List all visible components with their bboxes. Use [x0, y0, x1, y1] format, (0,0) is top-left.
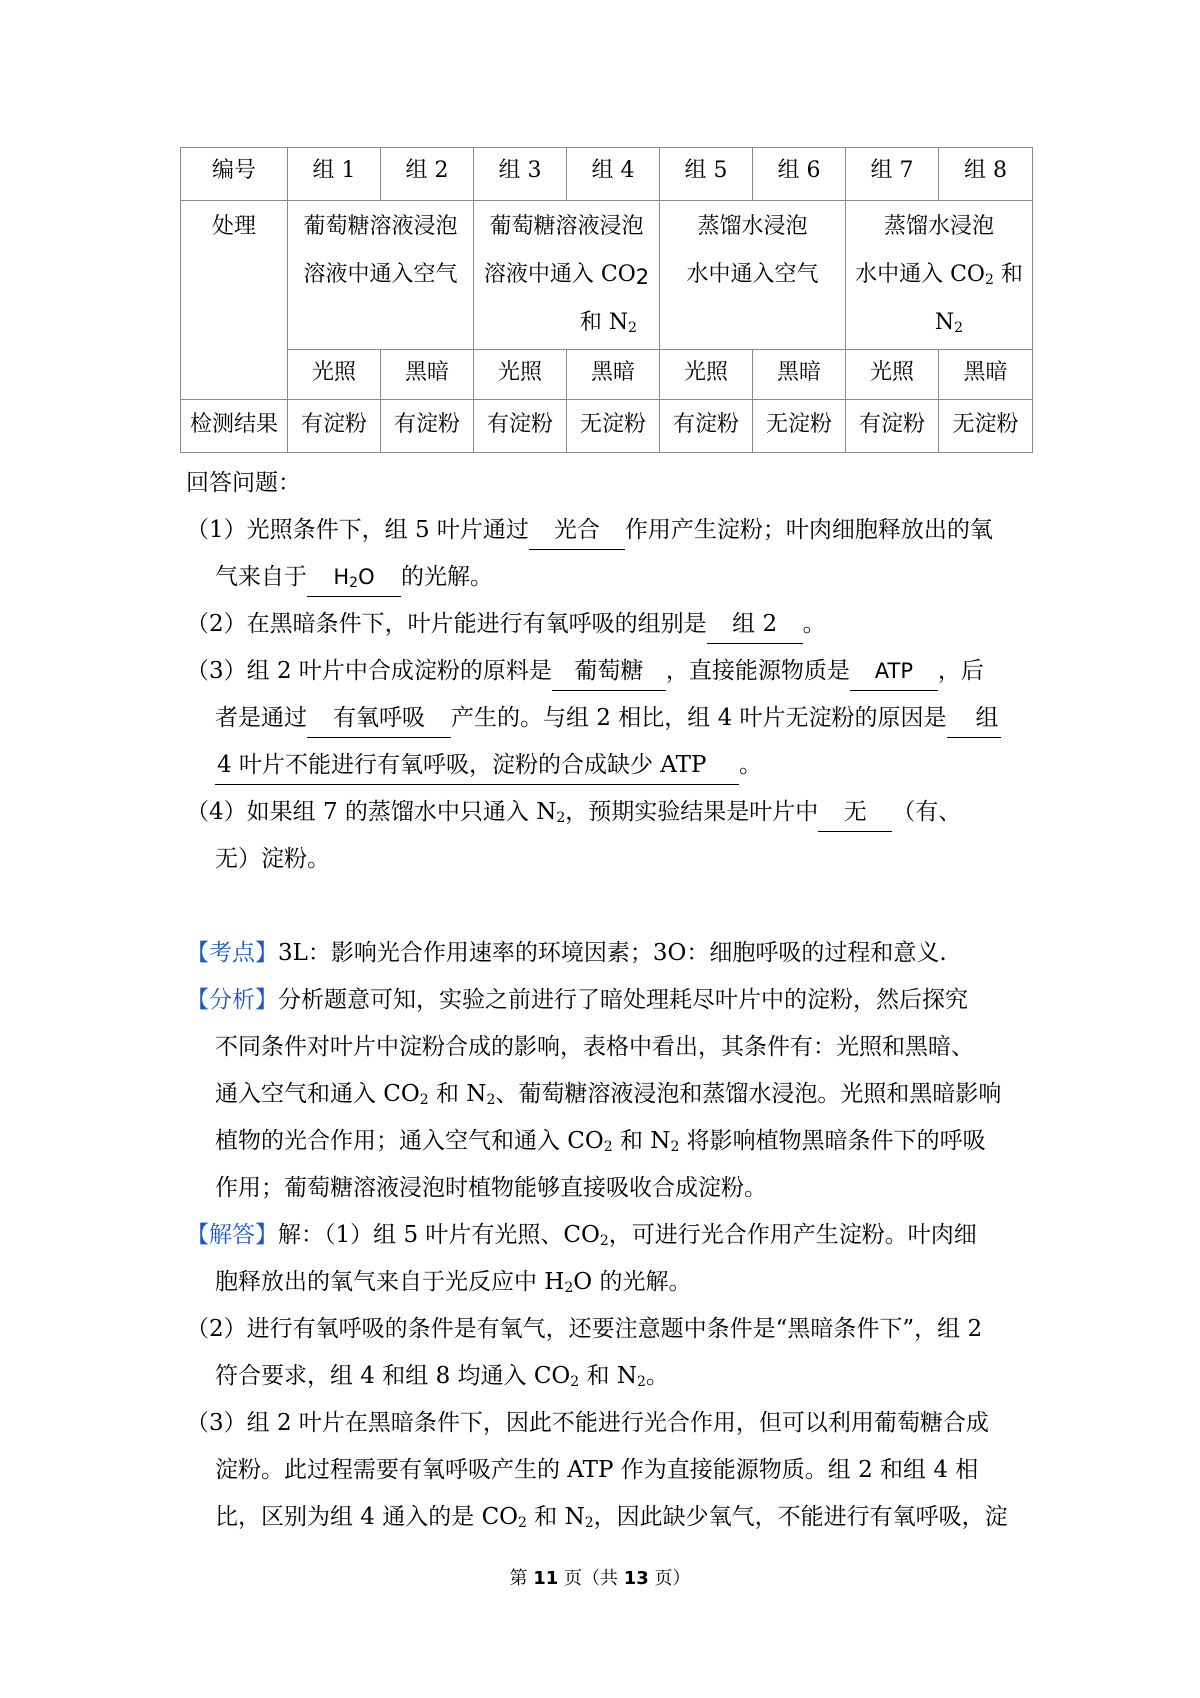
page-total: 13	[623, 1568, 649, 1589]
light-cell: 光照	[846, 350, 939, 400]
header-cell: 组 4	[567, 148, 660, 201]
header-cell: 组 3	[474, 148, 567, 201]
fenxi-line-1: 【分析】分析题意可知，实验之前进行了暗处理耗尽叶片中的淀粉，然后探究	[186, 987, 968, 1013]
treatment-text: 蒸馏水浸泡	[697, 214, 808, 239]
header-cell: 组 1	[288, 148, 381, 201]
table-light-row	[181, 350, 1033, 400]
question-3-line-3: 4 叶片不能进行有氧呼吸，淀粉的合成缺少 ATP 。	[215, 742, 762, 789]
result-cell: 有淀粉	[474, 400, 567, 453]
answer-3-line-2: 淀粉。此过程需要有氧呼吸产生的 ATP 作为直接能源物质。组 2 和组 4 相	[215, 1457, 979, 1483]
light-cell: 黑暗	[567, 350, 660, 400]
table-result-row	[181, 400, 1033, 453]
fenxi-line-4: 植物的光合作用；通入空气和通入 $CO_2$ 和 $N_2$ 将影响植物黑暗条件下的呼吸	[215, 1128, 986, 1155]
treatment-text: 水中通入空气	[686, 262, 819, 287]
jieda-line-1: 【解答】解：（1）组 5 叶片有光照、$CO_2$，可进行光合作用产生淀粉。叶肉细	[186, 1222, 977, 1249]
header-cell: 编号	[181, 148, 288, 201]
jieda-tag: 【解答】	[186, 1222, 278, 1248]
header-cell: 组 8	[939, 148, 1033, 201]
answer-blank: 组 2	[707, 605, 803, 644]
answer-3-line-1: （3）组 2 叶片在黑暗条件下，因此不能进行光合作用，但可以利用葡萄糖合成	[186, 1410, 989, 1436]
result-label-cell: 检测结果	[181, 400, 288, 453]
answer-blank: 光合	[529, 511, 625, 550]
table-treatment-row	[181, 201, 1033, 350]
table-header-row	[181, 148, 1033, 201]
header-cell: 组 7	[846, 148, 939, 201]
result-cell: 无淀粉	[567, 400, 660, 453]
light-cell: 光照	[474, 350, 567, 400]
answer-2-line-1: （2）进行有氧呼吸的条件是有氧气，还要注意题中条件是“黑暗条件下”，组 2	[186, 1316, 983, 1342]
answer-blank: 组	[947, 699, 1001, 738]
result-cell: 无淀粉	[753, 400, 846, 453]
question-3-line-1: （3）组 2 叶片中合成淀粉的原料是 葡萄糖 ，直接能源物质是 ATP ，后	[186, 648, 984, 695]
question-1-line-1: （1）光照条件下，组 5 叶片通过 光合 作用产生淀粉；叶肉细胞释放出的氧	[186, 507, 993, 554]
result-cell: 有淀粉	[288, 400, 381, 453]
fenxi-line-2: 不同条件对叶片中淀粉合成的影响，表格中看出，其条件有：光照和黑暗、	[215, 1034, 974, 1060]
answer-blank: ATP	[850, 652, 938, 691]
result-cell: 有淀粉	[660, 400, 753, 453]
fenxi-line-5: 作用；葡萄糖溶液浸泡时植物能够直接吸收合成淀粉。	[215, 1175, 767, 1201]
experiment-table	[180, 147, 1033, 453]
treatment-text: 溶液中通入空气	[303, 262, 458, 287]
treatment-cell	[846, 201, 1033, 350]
answer-3-line-3: 比，区别为组 4 通入的是 $CO_2$ 和 $N_2$，因此缺少氧气，不能进行有氧呼吸，淀	[215, 1504, 1008, 1531]
answer-blank: 有氧呼吸	[307, 699, 451, 738]
questions-intro: 回答问题：	[186, 470, 301, 496]
result-cell: 有淀粉	[381, 400, 474, 453]
header-cell: 组 6	[753, 148, 846, 201]
result-cell: 有淀粉	[846, 400, 939, 453]
question-4-line-2: 无）淀粉。	[215, 846, 330, 872]
kaodian-line: 【考点】3L：影响光合作用速率的环境因素；3O：细胞呼吸的过程和意义.	[186, 940, 947, 966]
jieda-line-2: 胞释放出的氧气来自于光反应中 $H_2O$ 的光解。	[215, 1269, 692, 1296]
page-footer: 第 11 页（共 13 页）	[509, 1568, 691, 1589]
treatment-cell	[660, 201, 846, 350]
header-cell: 组 2	[381, 148, 474, 201]
answer-blank: 4 叶片不能进行有氧呼吸，淀粉的合成缺少 ATP	[215, 746, 739, 785]
treatment-text: 水中通入 $CO_2$ 和	[855, 262, 1023, 288]
treatment-label-cell: 处理	[181, 201, 288, 400]
light-cell: 光照	[660, 350, 753, 400]
result-cell: 无淀粉	[939, 400, 1033, 453]
light-cell: 黑暗	[939, 350, 1033, 400]
treatment-text: 和 $N_2$	[579, 310, 637, 336]
treatment-cell	[474, 201, 660, 350]
treatment-cell	[288, 201, 474, 350]
answer-blank: 无	[818, 793, 892, 832]
question-4-line-1: （4）如果组 7 的蒸馏水中只通入 $N_2$，预期实验结果是叶片中 无 （有、	[186, 789, 961, 836]
page-number: 11	[533, 1568, 559, 1589]
answer-2-line-2: 符合要求，组 4 和组 8 均通入 $CO_2$ 和 $N_2$。	[215, 1363, 669, 1390]
header-cell: 组 5	[660, 148, 753, 201]
light-cell: 光照	[288, 350, 381, 400]
treatment-text: 蒸馏水浸泡	[883, 214, 994, 239]
treatment-text: $N_2$	[934, 310, 964, 336]
light-cell: 黑暗	[381, 350, 474, 400]
treatment-text: 葡萄糖溶液浸泡	[489, 214, 644, 239]
fenxi-tag: 【分析】	[186, 987, 278, 1013]
question-2: （2）在黑暗条件下，叶片能进行有氧呼吸的组别是 组 2 。	[186, 601, 826, 648]
light-cell: 黑暗	[753, 350, 846, 400]
kaodian-tag: 【考点】	[186, 940, 278, 966]
treatment-text: 葡萄糖溶液浸泡	[303, 214, 458, 239]
question-3-line-2: 者是通过 有氧呼吸 产生的。与组 2 相比，组 4 叶片无淀粉的原因是 组	[215, 695, 1001, 742]
fenxi-line-3: 通入空气和通入 $CO_2$ 和 $N_2$、葡萄糖溶液浸泡和蒸馏水浸泡。光照和黑暗影响	[215, 1081, 1002, 1108]
answer-blank: $H_2O$	[307, 558, 401, 597]
treatment-text: 溶液中通入 $CO_2$	[483, 262, 650, 289]
question-1-line-2: 气来自于 $H_2O$ 的光解。	[215, 554, 493, 601]
answer-blank: 葡萄糖	[552, 652, 666, 691]
